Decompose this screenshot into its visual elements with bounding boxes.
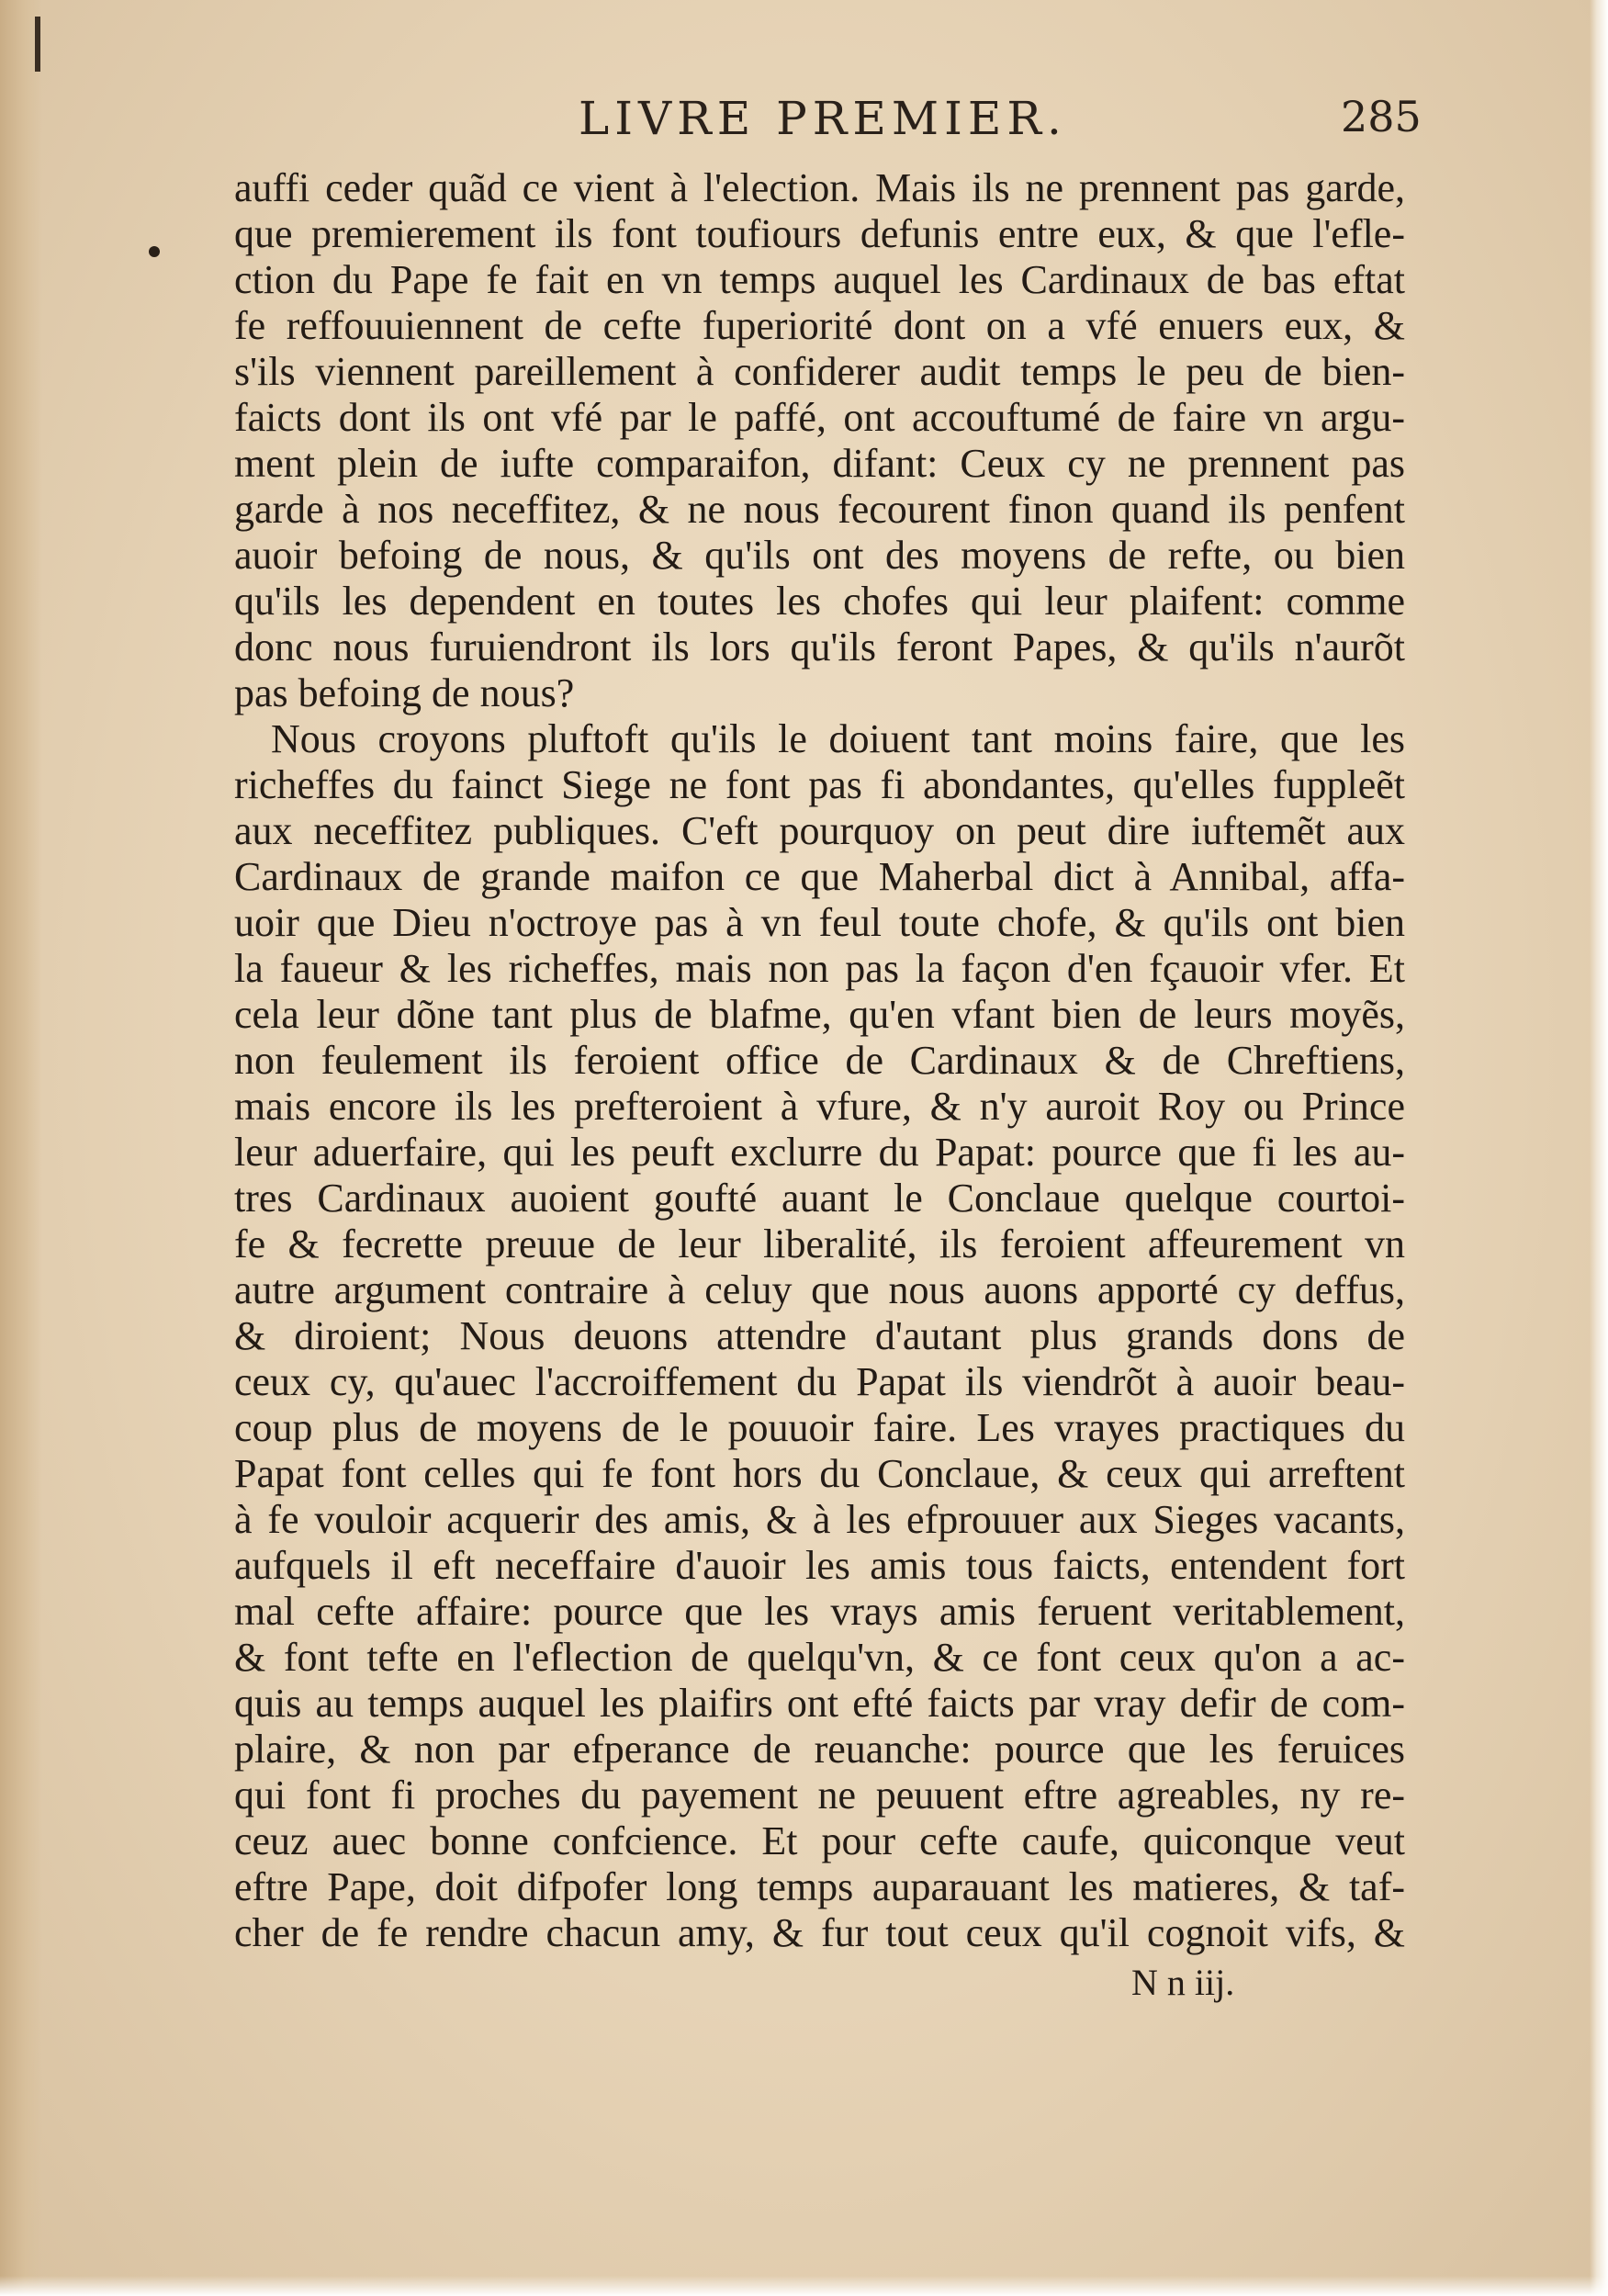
text-line: aufquels il eft neceffaire d'auoir les amis tous faicts, entendent fort [234,1543,1405,1588]
text-line: faicts dont ils ont vfé par le paffé, ont accouftumé de faire vn argu- [234,395,1405,440]
text-line: coup plus de moyens de le pouuoir faire. Les vrayes practiques du [234,1405,1405,1450]
text-line: ceuz auec bonne confcience. Et pour cefte caufe, quiconque veut [234,1818,1405,1863]
text-line: à fe vouloir acquerir des amis, & à les efprouuer aux Sieges vacants, [234,1497,1405,1542]
text-line: autre argument contraire à celuy que nous auons apporté cy deffus, [234,1267,1405,1312]
text-line: s'ils viennent pareillement à confiderer audit temps le peu de bien- [234,349,1405,394]
text-line: la faueur & les richeffes, mais non pas la façon d'en fçauoir vfer. Et [234,946,1405,991]
text-line: aux neceffitez publiques. C'eft pourquoy on peut dire iuftemẽt aux [234,808,1405,853]
text-line: que premierement ils font toufiours defunis entre eux, & que l'efle- [234,211,1405,256]
text-line: non feulement ils feroient office de Cardinaux & de Chreftiens, [234,1038,1405,1083]
text-line: pas befoing de nous? [234,670,575,715]
text-line: & diroient; Nous deuons attendre d'autant plus grands dons de [234,1313,1405,1358]
text-line: donc nous furuiendront ils lors qu'ils feront Papes, & qu'ils n'aurõt [234,625,1405,670]
binding-mark [35,17,40,72]
text-line: richeffes du fainct Siege ne font pas fi abondantes, qu'elles fuppleẽt [234,762,1405,807]
page-left-edge [0,0,42,2296]
text-line: auffi ceder quãd ce vient à l'election. Mais ils ne prennent pas garde, [234,165,1405,210]
text-line: eftre Pape, doit difpofer long temps auparauant les matieres, & taf- [234,1864,1405,1909]
text-line: cela leur dõne tant plus de blafme, qu'en vfant bien de leurs moyẽs, [234,992,1405,1037]
text-line: auoir befoing de nous, & qu'ils ont des moyens de refte, ou bien [234,533,1405,578]
text-line: quis au temps auquel les plaifirs ont efté faicts par vray defir de com- [234,1681,1405,1726]
text-line: mal cefte affaire: pource que les vrays amis feruent veritablement, [234,1589,1405,1634]
text-line: cher de fe rendre chacun amy, & fur tout ceux qu'il cognoit vifs, & [234,1910,1405,1955]
text-line: Cardinaux de grande maifon ce que Maherbal dict à Annibal, affa- [234,854,1405,899]
text-line: & font tefte en l'eflection de quelqu'vn, & ce font ceux qu'on a ac- [234,1635,1405,1680]
paragraph-first-line: Nous croyons pluftoft qu'ils le doiuent tant moins faire, que les [271,716,1405,761]
text-line: ction du Pape fe fait en vn temps auquel les Cardinaux de bas eftat [234,257,1405,302]
ink-dot [149,246,160,257]
text-line: leur aduerfaire, qui les peuft exclurre du Papat: pource que fi les au- [234,1130,1405,1175]
running-head-title: LIVRE PREMIER. [579,92,1067,145]
text-line: uoir que Dieu n'octroye pas à vn feul toute chofe, & qu'ils ont bien [234,900,1405,945]
text-line: qu'ils les dependent en toutes les chofes qui leur plaifent: comme [234,579,1405,624]
text-line: fe reffouuiennent de cefte fuperiorité dont on a vfé enuers eux, & [234,303,1405,348]
text-line: plaire, & non par efperance de reuanche: pource que les feruices [234,1727,1405,1772]
text-line: tres Cardinaux auoient goufté auant le Conclaue quelque courtoi- [234,1176,1405,1221]
text-line: qui font fi proches du payement ne peuuent eftre agreables, ny re- [234,1773,1405,1818]
signature-mark: N n iij. [1131,1962,1235,2003]
page-number: 285 [1341,92,1422,141]
text-line: ment plein de iufte comparaifon, difant: Ceux cy ne prennent pas [234,441,1405,486]
text-line: mais encore ils les prefteroient à vfure, & n'y auroit Roy ou Prince [234,1084,1405,1129]
text-line: Papat font celles qui fe font hors du Conclaue, & ceux qui arreftent [234,1451,1405,1496]
text-line: ceux cy, qu'auec l'accroiffement du Papat ils viendrõt à auoir beau- [234,1359,1405,1404]
text-line: fe & fecrette preuue de leur liberalité, ils feroient affeurement vn [234,1221,1405,1266]
text-line: garde à nos neceffitez, & ne nous fecourent finon quand ils penfent [234,487,1405,532]
page-bottom-edge [0,2276,1608,2296]
page-right-edge [1590,0,1608,2296]
